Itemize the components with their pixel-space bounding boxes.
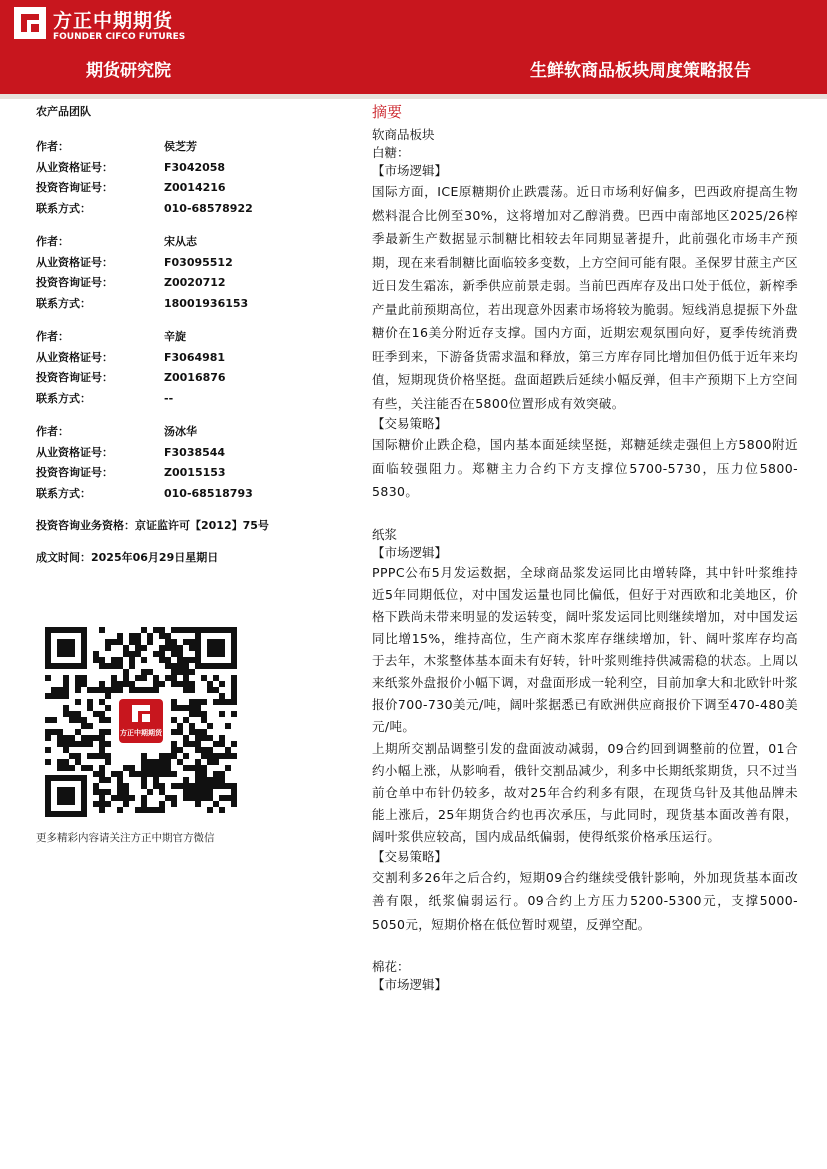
founder-logo-icon bbox=[14, 7, 46, 39]
business-qualification: 投资咨询业务资格：京证监许可【2012】75号 bbox=[36, 519, 269, 532]
consult-number: Z0020712 bbox=[164, 276, 226, 289]
consult-label: 投资咨询证号： bbox=[36, 276, 113, 289]
contact-label: 联系方式： bbox=[36, 391, 91, 405]
pulp-heading: 纸浆 bbox=[372, 526, 398, 542]
qr-finder-bottom-left bbox=[45, 775, 87, 817]
contact-label: 联系方式： bbox=[36, 296, 91, 310]
author-block bbox=[36, 327, 336, 409]
pulp-strategy-text: 交割利多26年之后合约，短期09合约继续受俄针影响，外加现货基本面改善有限，纸浆偏弱运行。09合约上方压力5200-5300元，支撑5000-5050元，短期价格在低位暂时观望，反弹空配。 bbox=[372, 869, 798, 932]
sector-title: 软商品板块 bbox=[372, 127, 435, 142]
sugar-logic-label: 【市场逻辑】 bbox=[372, 163, 448, 178]
cotton-heading: 棉花： bbox=[372, 959, 410, 974]
consult-number: Z0014216 bbox=[164, 181, 226, 194]
report-title: 生鲜软商品板块周度策略报告 bbox=[530, 61, 751, 81]
sugar-strategy-label: 【交易策略】 bbox=[372, 416, 448, 431]
cert-number: F03095512 bbox=[164, 255, 233, 269]
cert-label: 从业资格证号： bbox=[36, 160, 113, 174]
pulp-logic-text: PPPC公布5月发运数据，全球商品浆发运同比由增转降，其中针叶浆维持近5年同期低位，对中国发运量也同比偏低，但好于对西欧和北美地区，价格下跌尚未带来明显的发运转变，阔叶浆发运同比则继续增加，对中国发运同比增15%，维持高位，生产商木浆库存继续增加，针、阔叶浆库存均高于去年，木浆整体基本面未有好转，针叶浆则维持供减需稳的状态。上周以来纸浆外盘报价小幅下调，对盘面形成一轮利空，目前加拿大和北欧针叶浆报价700-730美元/吨，阔叶浆据悉已有欧洲供应商报价下调至470-480美元/吨。 bbox=[372, 564, 798, 734]
pulp-logic-text-2: 上期所交割品调整引发的盘面波动减弱，09合约回到调整前的位置，01合约小幅上涨，从影响看，俄针交割品减少，利多中长期纸浆期货，只不过当前仓单中布针仍较多，故对25年合约利多有限，在现货乌针及其他品牌未能上涨后，25年期货合约也再次承压，与此同时，现货基本面改善有限，阔叶浆供应较高，国内成品纸偏弱，使得纸浆价格承压运行。 bbox=[372, 740, 798, 844]
cert-label: 从业资格证号： bbox=[36, 350, 113, 364]
author-label: 作者： bbox=[36, 140, 69, 153]
cert-label: 从业资格证号： bbox=[36, 255, 113, 269]
wechat-qr-code bbox=[43, 625, 239, 819]
cert-label: 从业资格证号： bbox=[36, 445, 113, 459]
cert-number: F3064981 bbox=[164, 350, 226, 364]
author-name: 辛旋 bbox=[164, 330, 186, 343]
author-block bbox=[36, 422, 336, 504]
contact-phone: -- bbox=[164, 391, 174, 405]
consult-label: 投资咨询证号： bbox=[36, 371, 113, 384]
institute-name: 期货研究院 bbox=[86, 61, 171, 81]
consult-label: 投资咨询证号： bbox=[36, 466, 113, 479]
author-panel bbox=[36, 103, 336, 569]
contact-label: 联系方式： bbox=[36, 486, 91, 500]
header-divider bbox=[0, 94, 827, 99]
consult-number: Z0015153 bbox=[164, 466, 226, 479]
qr-caption: 更多精彩内容请关注方正中期官方微信 bbox=[36, 832, 215, 844]
author-label: 作者： bbox=[36, 330, 69, 343]
author-name: 汤冰华 bbox=[164, 425, 197, 438]
consult-number: Z0016876 bbox=[164, 371, 226, 384]
publish-date: 成文时间：2025年06月29日星期日 bbox=[36, 551, 219, 564]
pulp-logic-label: 【市场逻辑】 bbox=[372, 544, 448, 560]
author-block bbox=[36, 137, 336, 219]
author-label: 作者： bbox=[36, 235, 69, 248]
sugar-strategy-text: 国际糖价止跌企稳，国内基本面延续坚挺，郑糖延续走强但上方5800附近面临较强阻力。郑糖主力合约下方支撑位5700-5730，压力位5800-5830。 bbox=[372, 437, 798, 499]
qr-finder-top-left bbox=[45, 627, 87, 669]
contact-phone: 010-68518793 bbox=[164, 486, 253, 500]
cert-number: F3038544 bbox=[164, 445, 226, 459]
sugar-logic-text: 国际方面，ICE原糖期价止跌震荡。近日市场利好偏多，巴西政府提高生物燃料混合比例至30%，这将增加对乙醇消费。巴西中南部地区2025/26榨季最新生产数据显示制糖比相较去年同期显著提升，此前强化市场丰产预期，现在来看制糖比面临较多变数，上方空间可能有限。圣保罗甘蔗主产区近日发生霜冻，新季供应前景走弱。当前巴西库存及出口处于低位，新榨季产量此前预期高位，若出现意外因素市场将较为脆弱。短线消息提振下外盘糖价在16美分附近存支撑。国内方面，近期宏观氛围向好，夏季传统消费旺季到来，下游备货需求温和释放，第三方库存同比增加但仍低于近年来均值，短期现货价格坚挺。盘面超跌后延续小幅反弹，但丰产预期下上方空间有些，关注能否在5800位置形成有效突破。 bbox=[372, 184, 798, 411]
author-name: 宋从志 bbox=[164, 235, 197, 248]
qr-center-label: 方正中期期货 bbox=[120, 729, 162, 737]
author-block bbox=[36, 232, 336, 314]
cert-number: F3042058 bbox=[164, 160, 226, 174]
company-name: 方正中期期货 bbox=[53, 10, 174, 32]
pulp-strategy-label: 【交易策略】 bbox=[372, 848, 448, 864]
cotton-logic-label: 【市场逻辑】 bbox=[372, 977, 448, 992]
sugar-heading: 白糖： bbox=[372, 145, 410, 160]
company-name-en: FOUNDER CIFCO FUTURES bbox=[53, 32, 186, 42]
report-header bbox=[0, 0, 827, 94]
abstract-title: 摘要 bbox=[372, 103, 403, 121]
team-name: 农产品团队 bbox=[36, 105, 91, 118]
consult-label: 投资咨询证号： bbox=[36, 181, 113, 194]
contact-label: 联系方式： bbox=[36, 201, 91, 215]
qr-center-logo bbox=[115, 695, 167, 747]
author-name: 侯芝芳 bbox=[164, 140, 197, 153]
contact-phone: 18001936153 bbox=[164, 296, 249, 310]
abstract-column bbox=[372, 101, 798, 994]
qr-finder-top-right bbox=[195, 627, 237, 669]
author-label: 作者： bbox=[36, 425, 69, 438]
contact-phone: 010-68578922 bbox=[164, 201, 253, 215]
